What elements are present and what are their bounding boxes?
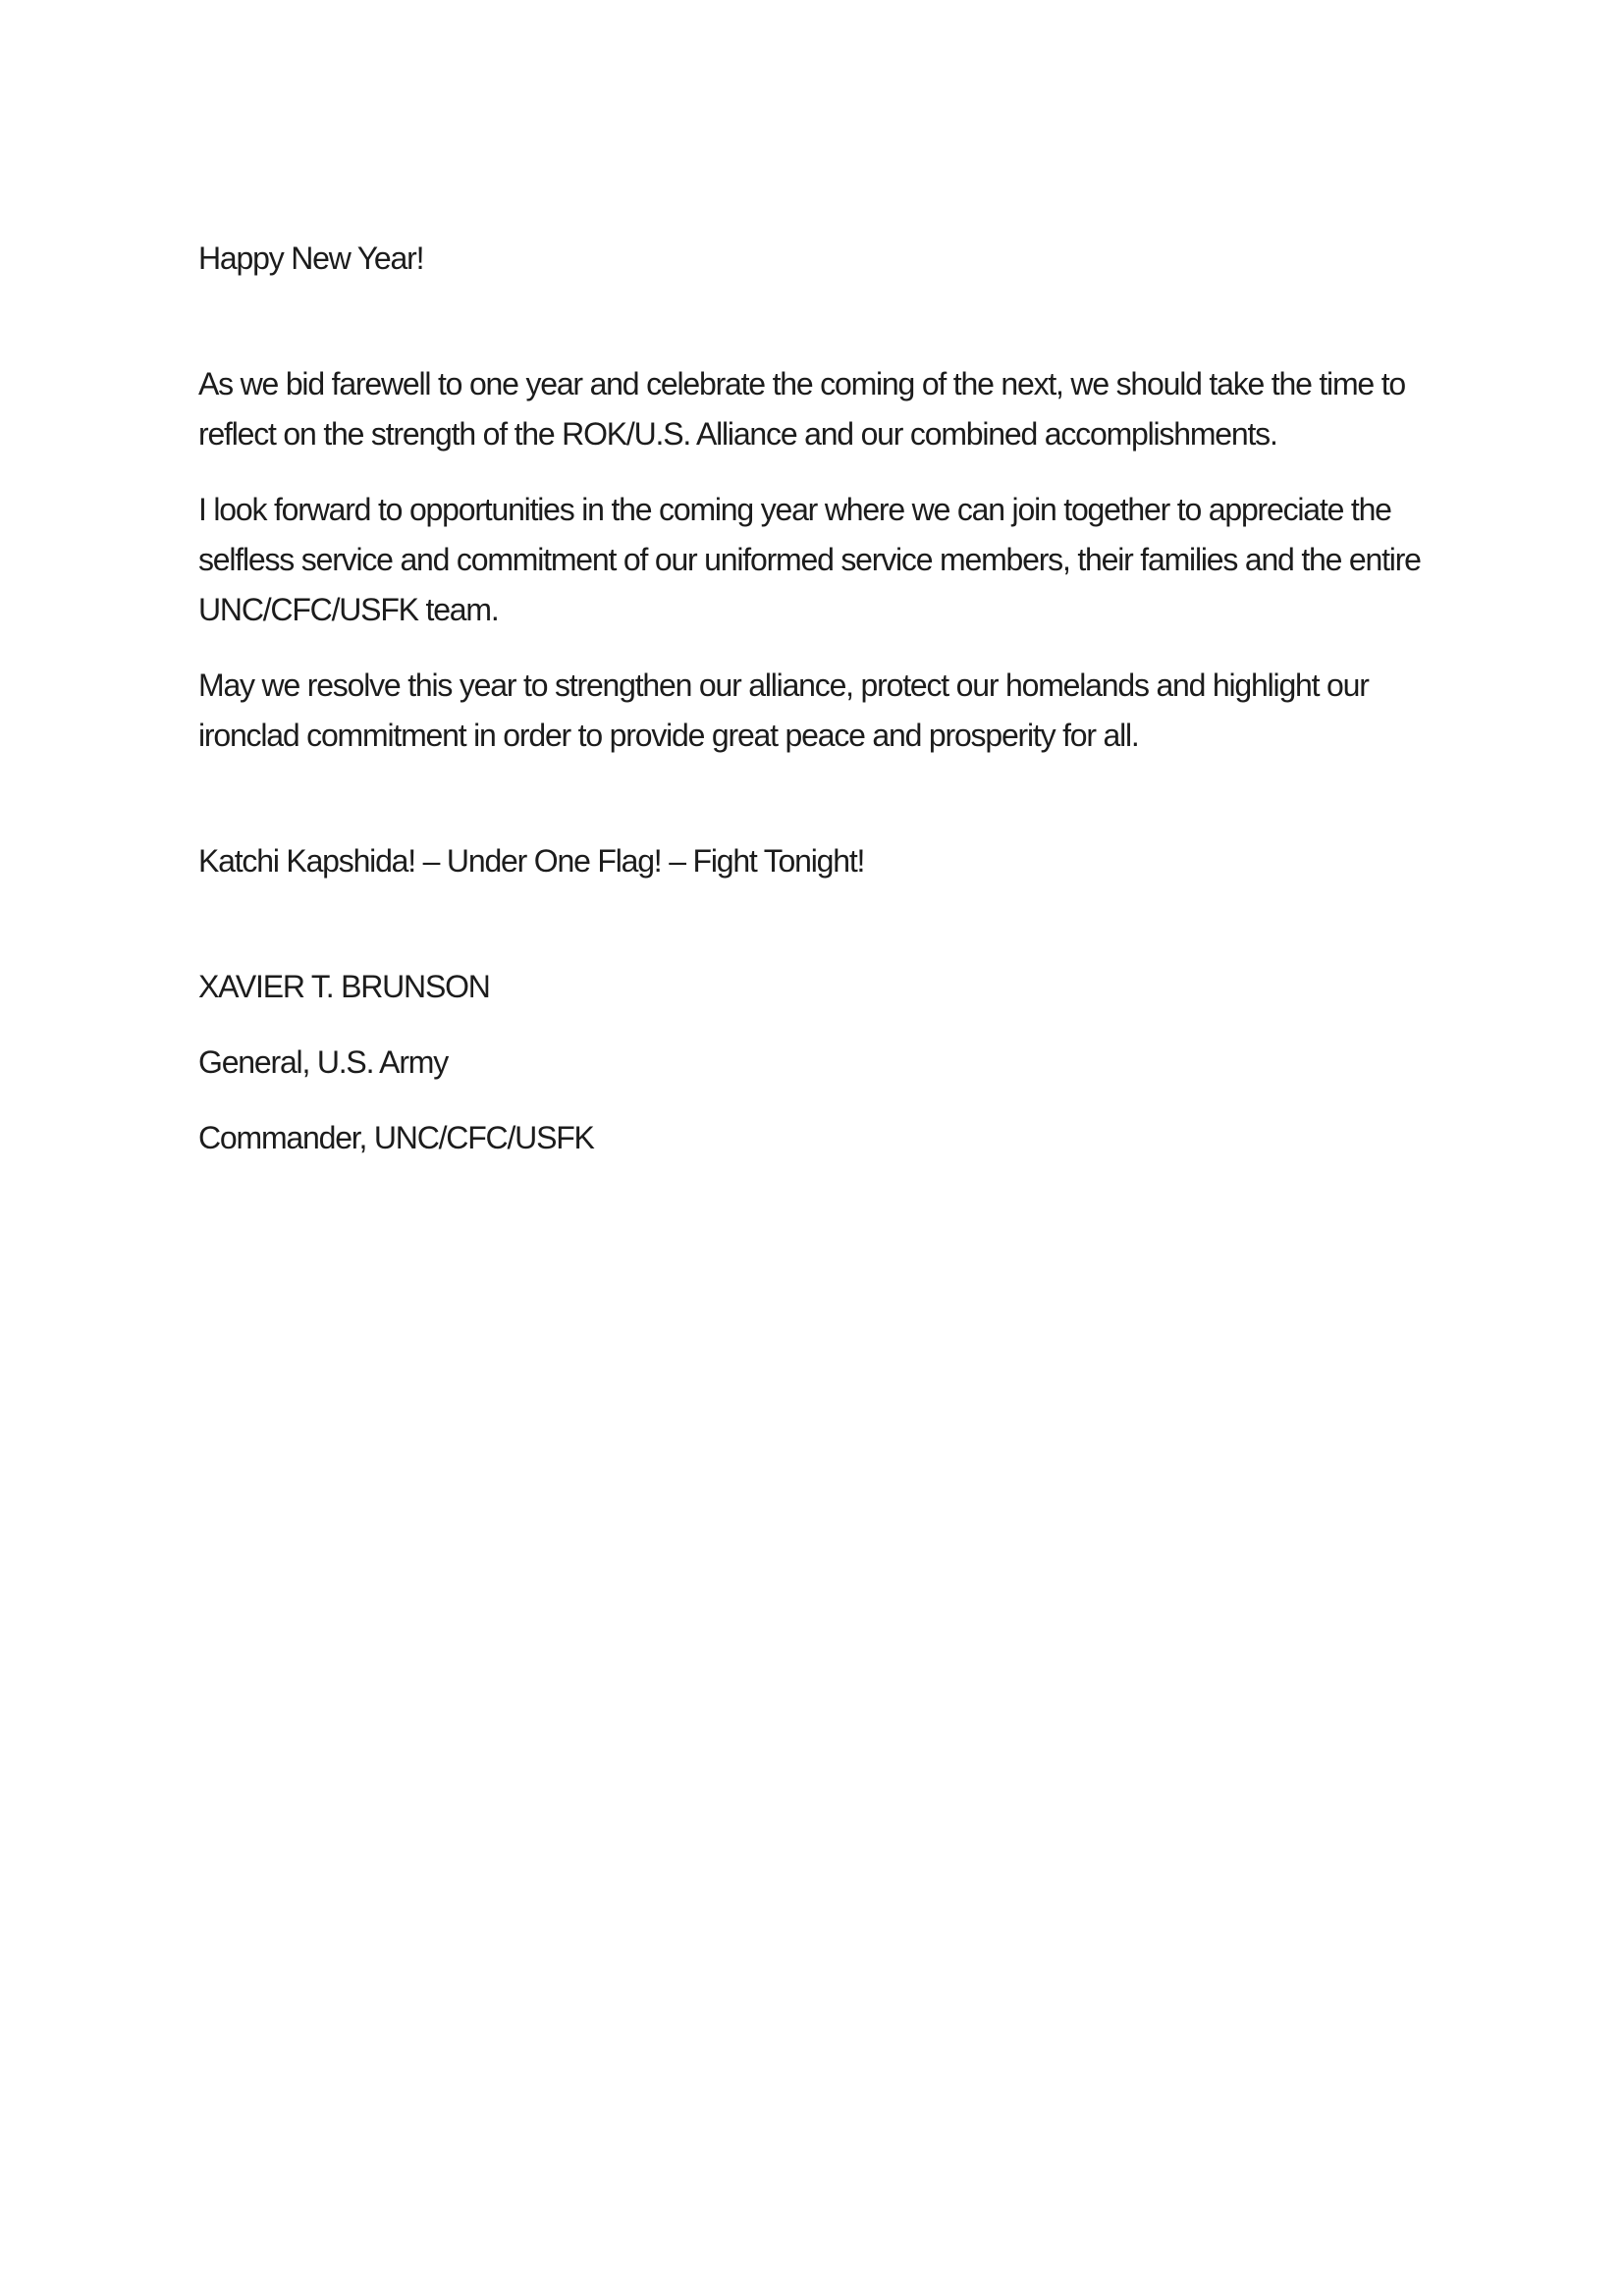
motto-line: Katchi Kapshida! – Under One Flag! – Fight Tonight! [198,843,865,879]
body-paragraph-2: I look forward to opportunities in the coming year where we can join together to appreciate the selfless service and commitment of our uniformed service members, their families and the entire UNC/CFC/USFK team. [198,492,1421,627]
body-paragraph-1: As we bid farewell to one year and celebrate the coming of the next, we should take the time to reflect on the strength of the ROK/U.S. Alliance and our combined accomplishments. [198,366,1406,452]
greeting-line: Happy New Year! [198,240,424,276]
signature-title: Commander, UNC/CFC/USFK [198,1120,594,1155]
signature-rank: General, U.S. Army [198,1044,449,1080]
body-paragraph-3: May we resolve this year to strengthen our alliance, protect our homelands and highlight our ironclad commitment in order to provide great peace and prosperity for all. [198,667,1369,753]
signature-name: XAVIER T. BRUNSON [198,969,490,1004]
